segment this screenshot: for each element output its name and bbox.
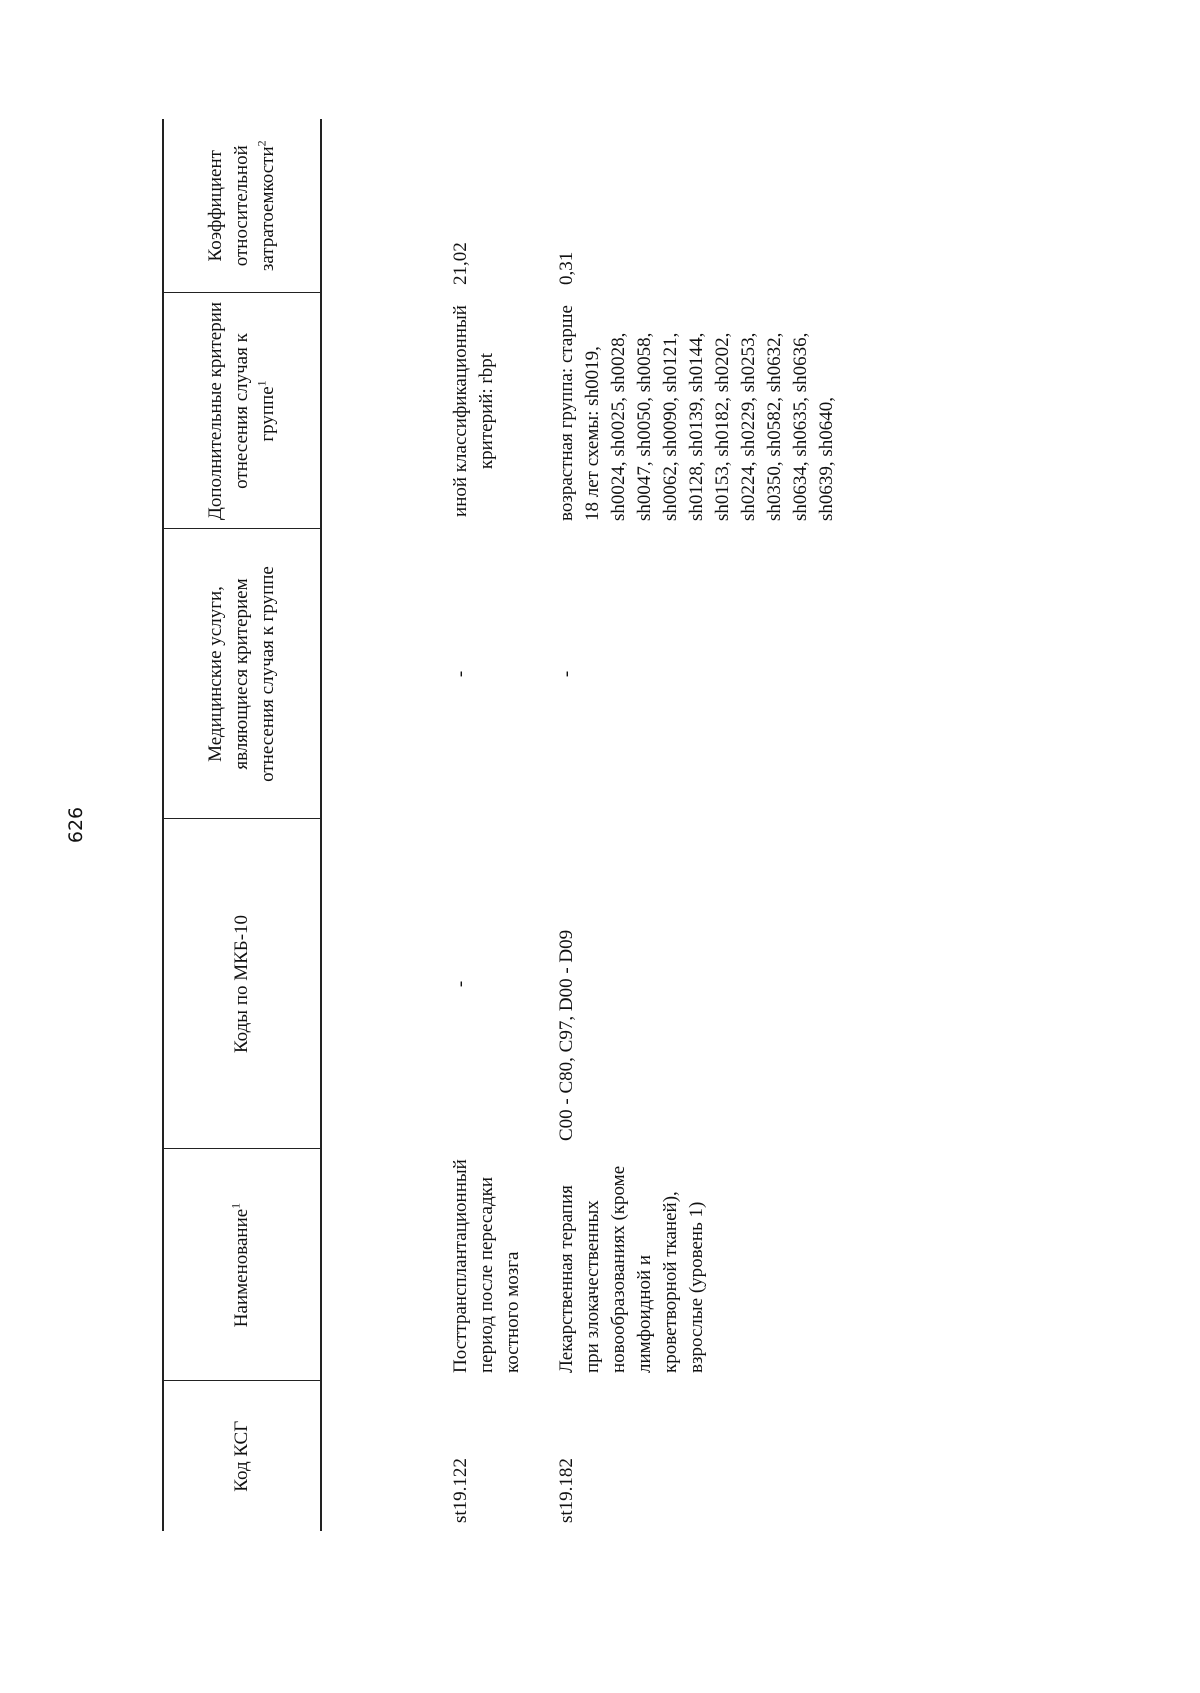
cell-ksg-code: st19.182 — [556, 1458, 577, 1523]
header-cost-coefficient: Коэффициент относительной затратоемкости$^2$ — [163, 119, 321, 293]
header-ksg-code: Код КСГ — [163, 1381, 321, 1531]
cell-medical-services: - — [450, 670, 471, 678]
cell-name: Лекарственная терапия при злокачественных новообразованиях (кроме лимфоидной и кроветворной тканей), взрослые (уровень 1) — [556, 1165, 707, 1373]
cell-name: Посттрансплантационный период после пересадки костного мозга — [450, 1159, 523, 1373]
cell-icd-codes: C00 - C80, C97, D00 - D09 — [556, 929, 577, 1141]
cell-additional-criteria: иной классификационный критерий: rbpt — [450, 305, 497, 517]
page-number: 626 — [65, 806, 87, 844]
cell-icd-codes: - — [450, 980, 471, 988]
cell-cost-coefficient: 21,02 — [450, 242, 471, 285]
table-row — [321, 119, 526, 1531]
cell-medical-services: - — [556, 670, 577, 678]
header-name: Наименование$^1$ — [163, 1149, 321, 1381]
cell-additional-criteria: возрастная группа: старше 18 лет схемы: sh0019, sh0024, sh0025, sh0028, sh0047, sh0050, sh0058, sh0062, sh0090, sh0121, sh0128, sh0139, sh0144, sh0153, sh0182, sh0202, sh0224, sh0229, sh0253, sh0350, sh0582, sh0632, sh0634, sh0635, sh0636, sh0639, sh0640, — [556, 305, 837, 521]
rotated-page-content — [162, 119, 1182, 1531]
ksg-table — [162, 119, 840, 1531]
table-row — [526, 119, 840, 1531]
header-icd-codes: Коды по МКБ-10 — [163, 819, 321, 1149]
table-header-row — [163, 119, 321, 1531]
cell-cost-coefficient: 0,31 — [556, 251, 577, 285]
cell-ksg-code: st19.122 — [450, 1458, 471, 1523]
header-additional-criteria: Дополнительные критерии отнесения случая к группе$^1$ — [163, 293, 321, 529]
header-medical-services: Медицинские услуги, являющиеся критерием отнесения случая к группе — [163, 529, 321, 819]
